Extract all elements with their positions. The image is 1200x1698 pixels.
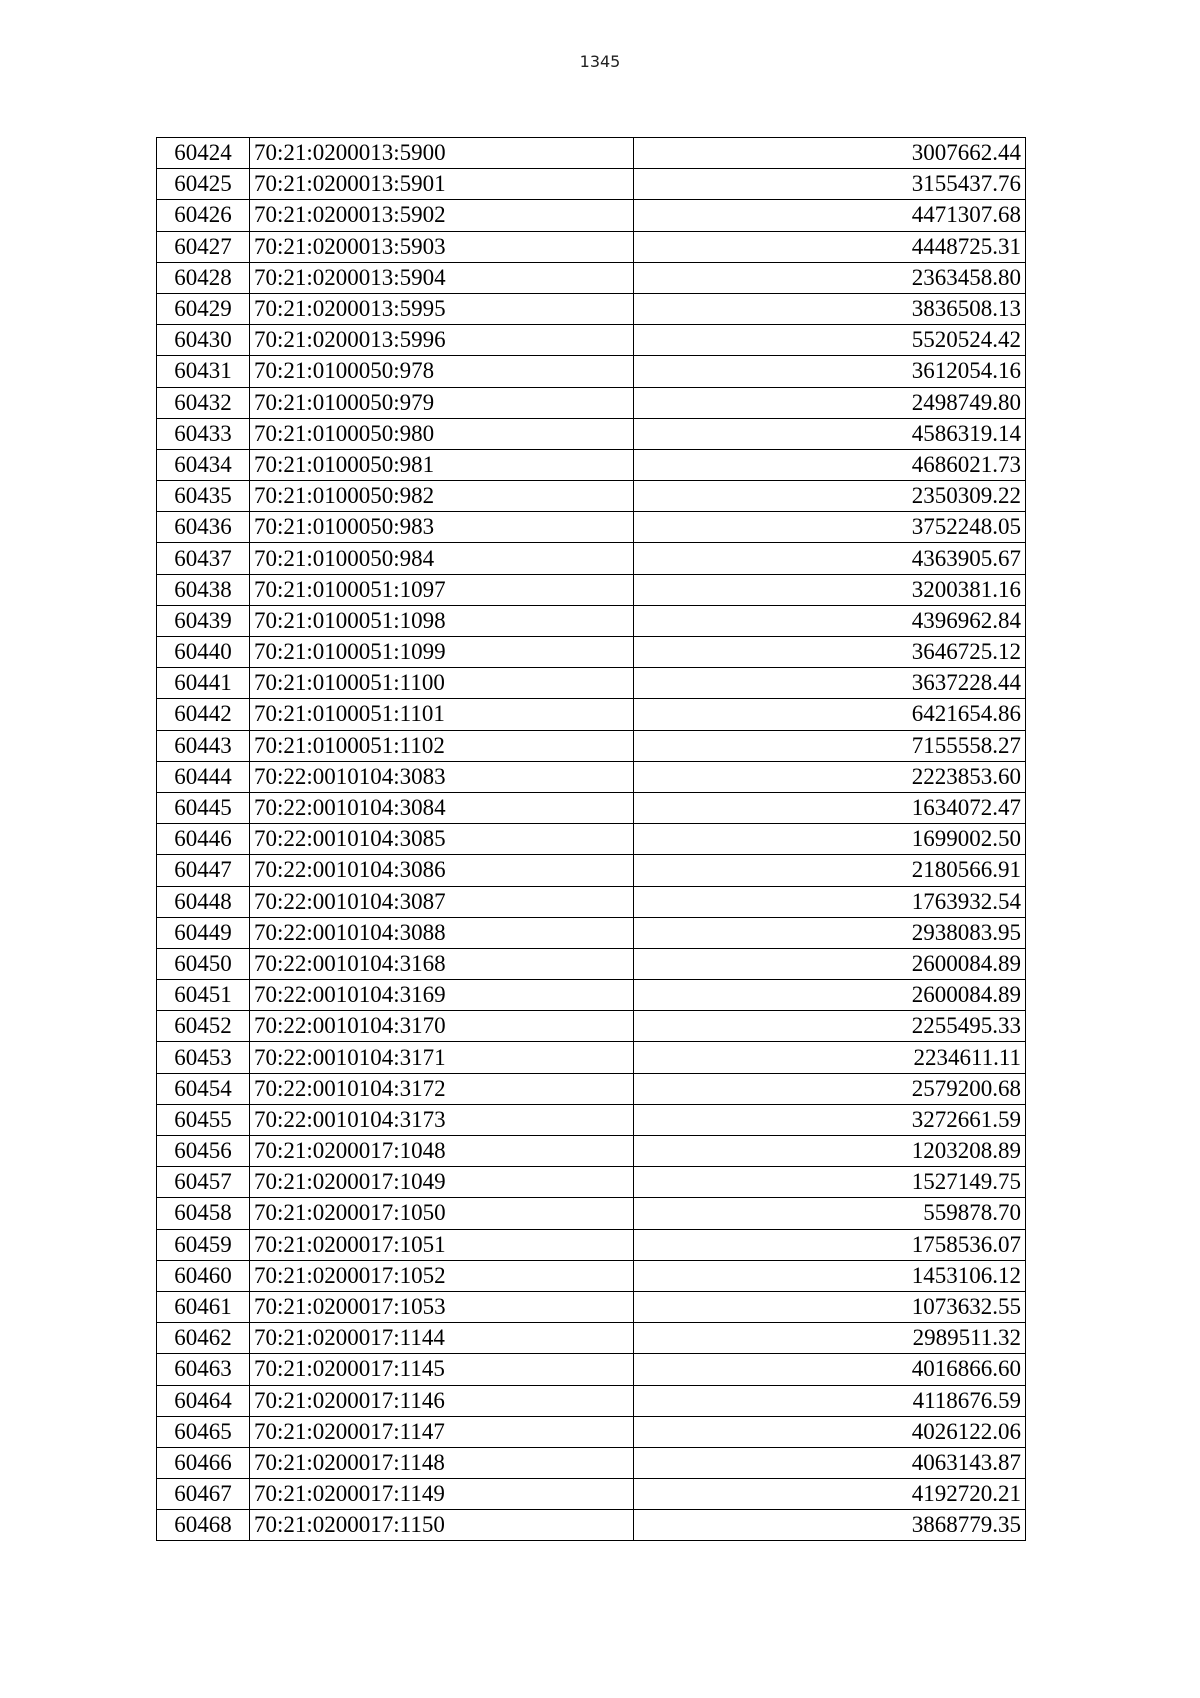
row-number: 60453 [157, 1042, 250, 1073]
cadastral-number: 70:22:0010104:3085 [250, 824, 634, 855]
cadastral-value: 3200381.16 [634, 574, 1026, 605]
cadastral-number: 70:22:0010104:3173 [250, 1104, 634, 1135]
cadastral-number: 70:21:0200017:1147 [250, 1416, 634, 1447]
cadastral-number: 70:22:0010104:3172 [250, 1073, 634, 1104]
table-row [157, 1042, 1026, 1073]
table-row [157, 886, 1026, 917]
table-row [157, 637, 1026, 668]
row-number: 60450 [157, 948, 250, 979]
cadastral-value: 3272661.59 [634, 1104, 1026, 1135]
cadastral-value: 3637228.44 [634, 668, 1026, 699]
row-number: 60447 [157, 855, 250, 886]
table-row [157, 512, 1026, 543]
cadastral-number: 70:21:0200013:5903 [250, 231, 634, 262]
row-number: 60442 [157, 699, 250, 730]
cadastral-value: 4016866.60 [634, 1354, 1026, 1385]
cadastral-value: 1527149.75 [634, 1167, 1026, 1198]
table-row [157, 1291, 1026, 1322]
row-number: 60459 [157, 1229, 250, 1260]
row-number: 60428 [157, 262, 250, 293]
row-number: 60465 [157, 1416, 250, 1447]
cadastral-value: 3646725.12 [634, 637, 1026, 668]
cadastral-number: 70:22:0010104:3087 [250, 886, 634, 917]
cadastral-number: 70:22:0010104:3084 [250, 792, 634, 823]
row-number: 60467 [157, 1479, 250, 1510]
table-row [157, 824, 1026, 855]
cadastral-value: 4586319.14 [634, 418, 1026, 449]
cadastral-value: 4363905.67 [634, 543, 1026, 574]
row-number: 60468 [157, 1510, 250, 1541]
table-row [157, 980, 1026, 1011]
row-number: 60461 [157, 1291, 250, 1322]
row-number: 60445 [157, 792, 250, 823]
table-row [157, 1104, 1026, 1135]
row-number: 60464 [157, 1385, 250, 1416]
table-row [157, 293, 1026, 324]
row-number: 60440 [157, 637, 250, 668]
cadastral-number: 70:21:0200017:1145 [250, 1354, 634, 1385]
cadastral-value: 2600084.89 [634, 948, 1026, 979]
table-row [157, 1229, 1026, 1260]
cadastral-value: 4118676.59 [634, 1385, 1026, 1416]
row-number: 60439 [157, 605, 250, 636]
table-row [157, 761, 1026, 792]
cadastral-number: 70:21:0100050:983 [250, 512, 634, 543]
cadastral-number: 70:21:0200013:5900 [250, 138, 634, 169]
table-row [157, 387, 1026, 418]
row-number: 60433 [157, 418, 250, 449]
cadastral-number: 70:21:0200013:5901 [250, 169, 634, 200]
cadastral-value: 2350309.22 [634, 481, 1026, 512]
row-number: 60449 [157, 917, 250, 948]
cadastral-number: 70:21:0200017:1148 [250, 1447, 634, 1478]
cadastral-value: 1763932.54 [634, 886, 1026, 917]
cadastral-value: 2600084.89 [634, 980, 1026, 1011]
cadastral-value-table [156, 137, 1026, 1541]
cadastral-number: 70:21:0100050:984 [250, 543, 634, 574]
cadastral-value: 3836508.13 [634, 293, 1026, 324]
row-number: 60458 [157, 1198, 250, 1229]
cadastral-number: 70:21:0200013:5902 [250, 200, 634, 231]
row-number: 60466 [157, 1447, 250, 1478]
table-row [157, 948, 1026, 979]
row-number: 60437 [157, 543, 250, 574]
cadastral-value: 2363458.80 [634, 262, 1026, 293]
table-row [157, 1479, 1026, 1510]
cadastral-value: 3612054.16 [634, 356, 1026, 387]
table-row [157, 1136, 1026, 1167]
cadastral-value: 3155437.76 [634, 169, 1026, 200]
cadastral-value: 2989511.32 [634, 1323, 1026, 1354]
cadastral-number: 70:21:0100051:1101 [250, 699, 634, 730]
table-row [157, 1198, 1026, 1229]
row-number: 60436 [157, 512, 250, 543]
cadastral-number: 70:21:0200013:5996 [250, 325, 634, 356]
table-row [157, 1510, 1026, 1541]
cadastral-value: 4026122.06 [634, 1416, 1026, 1447]
cadastral-number: 70:22:0010104:3168 [250, 948, 634, 979]
row-number: 60435 [157, 481, 250, 512]
cadastral-value: 4686021.73 [634, 449, 1026, 480]
row-number: 60462 [157, 1323, 250, 1354]
row-number: 60455 [157, 1104, 250, 1135]
table-row [157, 1073, 1026, 1104]
row-number: 60427 [157, 231, 250, 262]
cadastral-value: 1699002.50 [634, 824, 1026, 855]
table-row [157, 574, 1026, 605]
table-row [157, 855, 1026, 886]
cadastral-number: 70:21:0200017:1150 [250, 1510, 634, 1541]
cadastral-value: 2938083.95 [634, 917, 1026, 948]
cadastral-number: 70:21:0200017:1053 [250, 1291, 634, 1322]
cadastral-value: 2223853.60 [634, 761, 1026, 792]
cadastral-number: 70:21:0100050:979 [250, 387, 634, 418]
table-row [157, 730, 1026, 761]
table-row [157, 605, 1026, 636]
row-number: 60426 [157, 200, 250, 231]
cadastral-number: 70:21:0100050:980 [250, 418, 634, 449]
row-number: 60451 [157, 980, 250, 1011]
cadastral-value: 1073632.55 [634, 1291, 1026, 1322]
cadastral-number: 70:21:0200017:1049 [250, 1167, 634, 1198]
row-number: 60454 [157, 1073, 250, 1104]
row-number: 60438 [157, 574, 250, 605]
row-number: 60444 [157, 761, 250, 792]
table-row [157, 917, 1026, 948]
cadastral-number: 70:22:0010104:3086 [250, 855, 634, 886]
table-row [157, 418, 1026, 449]
row-number: 60463 [157, 1354, 250, 1385]
row-number: 60456 [157, 1136, 250, 1167]
row-number: 60460 [157, 1260, 250, 1291]
cadastral-number: 70:21:0200013:5904 [250, 262, 634, 293]
row-number: 60457 [157, 1167, 250, 1198]
cadastral-value: 2579200.68 [634, 1073, 1026, 1104]
row-number: 60434 [157, 449, 250, 480]
cadastral-value: 2234611.11 [634, 1042, 1026, 1073]
row-number: 60441 [157, 668, 250, 699]
cadastral-number: 70:21:0100051:1099 [250, 637, 634, 668]
row-number: 60443 [157, 730, 250, 761]
cadastral-number: 70:21:0100051:1100 [250, 668, 634, 699]
cadastral-number: 70:21:0200017:1050 [250, 1198, 634, 1229]
cadastral-number: 70:21:0200017:1146 [250, 1385, 634, 1416]
cadastral-value: 2180566.91 [634, 855, 1026, 886]
table-row [157, 231, 1026, 262]
table-row [157, 1447, 1026, 1478]
cadastral-value: 1758536.07 [634, 1229, 1026, 1260]
table-body [157, 138, 1026, 1541]
cadastral-number: 70:21:0200017:1149 [250, 1479, 634, 1510]
page-number: 1345 [579, 52, 621, 71]
cadastral-value: 4063143.87 [634, 1447, 1026, 1478]
table-row [157, 1385, 1026, 1416]
table-row [157, 200, 1026, 231]
table-row [157, 792, 1026, 823]
cadastral-number: 70:21:0100051:1097 [250, 574, 634, 605]
cadastral-value: 5520524.42 [634, 325, 1026, 356]
cadastral-value: 3007662.44 [634, 138, 1026, 169]
cadastral-number: 70:21:0200017:1048 [250, 1136, 634, 1167]
table-row [157, 325, 1026, 356]
cadastral-number: 70:22:0010104:3171 [250, 1042, 634, 1073]
cadastral-value: 2255495.33 [634, 1011, 1026, 1042]
cadastral-number: 70:21:0200017:1144 [250, 1323, 634, 1354]
cadastral-number: 70:21:0100050:982 [250, 481, 634, 512]
table-row [157, 449, 1026, 480]
cadastral-number: 70:21:0200017:1051 [250, 1229, 634, 1260]
cadastral-number: 70:22:0010104:3083 [250, 761, 634, 792]
cadastral-number: 70:21:0200017:1052 [250, 1260, 634, 1291]
cadastral-value: 2498749.80 [634, 387, 1026, 418]
table-row [157, 1323, 1026, 1354]
table-row [157, 1011, 1026, 1042]
cadastral-number: 70:22:0010104:3169 [250, 980, 634, 1011]
cadastral-number: 70:21:0100050:981 [250, 449, 634, 480]
table-row [157, 169, 1026, 200]
row-number: 60432 [157, 387, 250, 418]
row-number: 60431 [157, 356, 250, 387]
cadastral-value: 4396962.84 [634, 605, 1026, 636]
table-row [157, 262, 1026, 293]
cadastral-value: 4448725.31 [634, 231, 1026, 262]
cadastral-number: 70:22:0010104:3170 [250, 1011, 634, 1042]
cadastral-value: 7155558.27 [634, 730, 1026, 761]
cadastral-value: 4192720.21 [634, 1479, 1026, 1510]
table-row [157, 481, 1026, 512]
table-row [157, 1354, 1026, 1385]
row-number: 60448 [157, 886, 250, 917]
row-number: 60424 [157, 138, 250, 169]
cadastral-value: 6421654.86 [634, 699, 1026, 730]
cadastral-value: 3752248.05 [634, 512, 1026, 543]
table-row [157, 1416, 1026, 1447]
cadastral-value: 559878.70 [634, 1198, 1026, 1229]
cadastral-value: 3868779.35 [634, 1510, 1026, 1541]
row-number: 60452 [157, 1011, 250, 1042]
cadastral-value: 1634072.47 [634, 792, 1026, 823]
table-row [157, 1260, 1026, 1291]
table-row [157, 543, 1026, 574]
cadastral-number: 70:21:0100051:1098 [250, 605, 634, 636]
cadastral-value: 4471307.68 [634, 200, 1026, 231]
row-number: 60429 [157, 293, 250, 324]
cadastral-number: 70:21:0100051:1102 [250, 730, 634, 761]
cadastral-number: 70:22:0010104:3088 [250, 917, 634, 948]
row-number: 60425 [157, 169, 250, 200]
cadastral-value: 1453106.12 [634, 1260, 1026, 1291]
cadastral-value: 1203208.89 [634, 1136, 1026, 1167]
table-row [157, 356, 1026, 387]
row-number: 60446 [157, 824, 250, 855]
row-number: 60430 [157, 325, 250, 356]
table-row [157, 138, 1026, 169]
table-row [157, 1167, 1026, 1198]
table-row [157, 699, 1026, 730]
cadastral-number: 70:21:0200013:5995 [250, 293, 634, 324]
table-row [157, 668, 1026, 699]
cadastral-number: 70:21:0100050:978 [250, 356, 634, 387]
